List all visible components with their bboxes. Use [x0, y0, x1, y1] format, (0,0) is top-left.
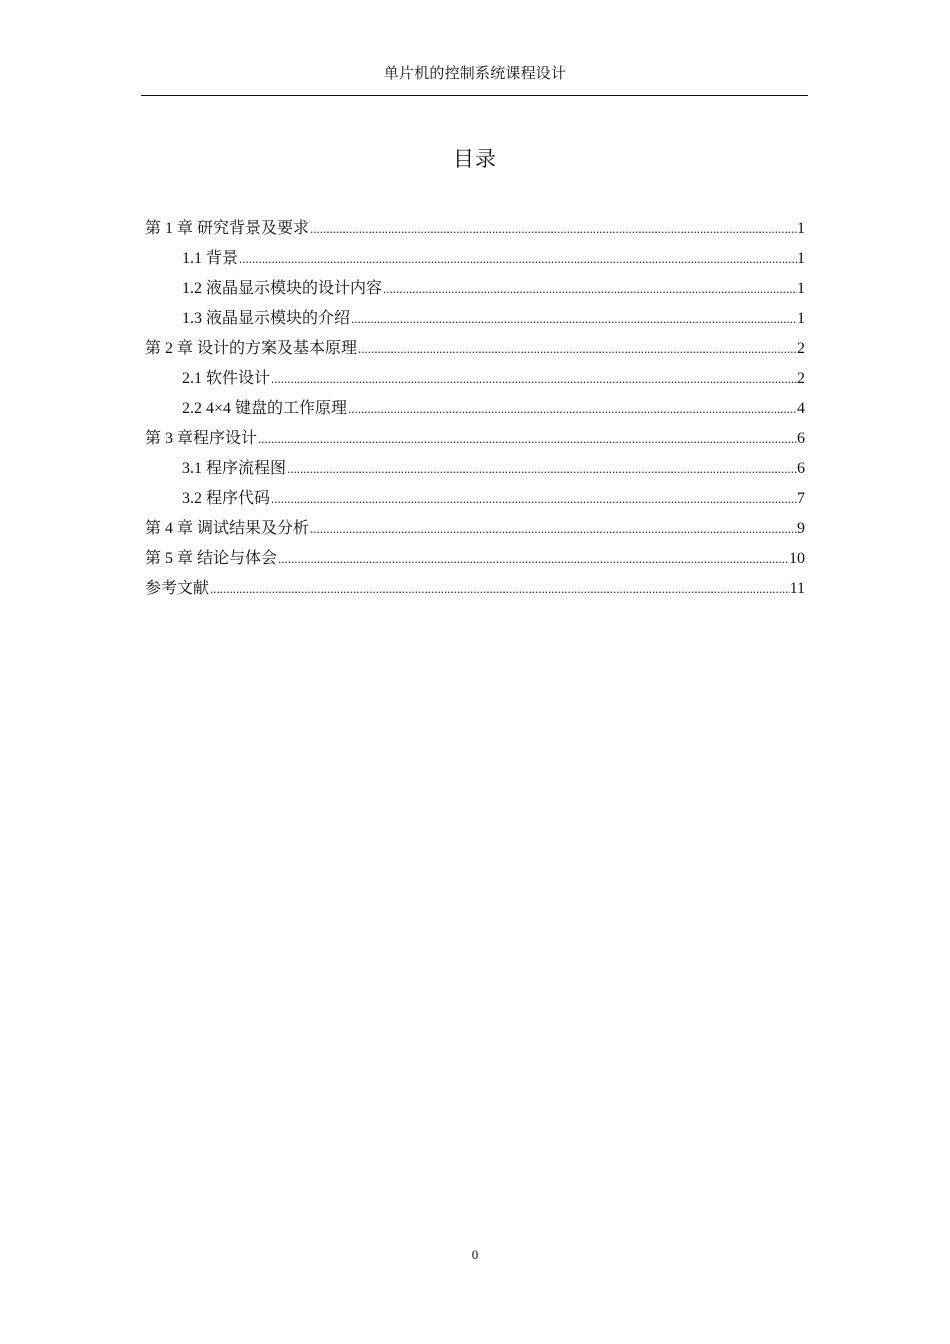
dot-leader [382, 274, 797, 304]
dot-leader [270, 484, 797, 514]
toc-entry-page: 10 [789, 550, 805, 567]
dot-leader [209, 574, 790, 604]
dot-leader [286, 454, 797, 484]
toc-entry-page: 7 [797, 490, 805, 507]
header-divider [141, 95, 808, 96]
toc-entry-page: 2 [797, 340, 805, 357]
toc-entry-chapter-2[interactable] [145, 334, 805, 364]
toc-entry-chapter-4[interactable] [145, 514, 805, 544]
toc-entry-references[interactable] [145, 574, 805, 604]
toc-entry-section-1-1[interactable] [145, 244, 805, 274]
toc-entry-label: 第 2 章 设计的方案及基本原理 [145, 340, 358, 357]
toc-entry-page: 4 [797, 400, 805, 417]
toc-entry-page: 2 [797, 370, 805, 387]
toc-entry-label: 1.2 液晶显示模块的设计内容 [182, 280, 383, 297]
dot-leader [309, 214, 797, 244]
dot-leader [347, 394, 797, 424]
toc-entry-label: 1.1 背景 [182, 250, 239, 267]
toc-entry-chapter-1[interactable] [145, 214, 805, 244]
toc-entry-section-1-2[interactable] [145, 274, 805, 304]
toc-entry-label: 第 1 章 研究背景及要求 [145, 220, 310, 237]
toc-entry-page: 1 [797, 310, 805, 327]
toc-entry-label: 3.2 程序代码 [182, 490, 271, 507]
toc-entry-chapter-3[interactable] [145, 424, 805, 454]
toc-entry-page: 1 [797, 220, 805, 237]
toc-entry-page: 6 [797, 430, 805, 447]
toc-entry-page: 9 [797, 520, 805, 537]
dot-leader [357, 334, 797, 364]
toc-entry-label: 第 5 章 结论与体会 [145, 550, 278, 567]
toc-entry-page: 1 [797, 250, 805, 267]
toc-entry-label: 1.3 液晶显示模块的介绍 [182, 310, 351, 327]
dot-leader [238, 244, 797, 274]
toc-entry-section-2-1[interactable] [145, 364, 805, 394]
dot-leader [350, 304, 797, 334]
toc-entry-page: 11 [789, 580, 805, 597]
page-number: 0 [471, 1247, 479, 1262]
toc-entry-label: 第 4 章 调试结果及分析 [145, 520, 310, 537]
toc-entry-label: 参考文献 [145, 580, 210, 597]
toc-entry-section-3-1[interactable] [145, 454, 805, 484]
toc-entry-section-3-2[interactable] [145, 484, 805, 514]
toc-entry-section-1-3[interactable] [145, 304, 805, 334]
toc-title: 目录 [453, 147, 497, 171]
toc-entry-section-2-2[interactable] [145, 394, 805, 424]
toc-entry-label: 3.1 程序流程图 [182, 460, 287, 477]
dot-leader [309, 514, 797, 544]
toc-entry-page: 1 [797, 280, 805, 297]
toc-entry-label: 第 3 章程序设计 [145, 430, 258, 447]
toc-entry-page: 6 [797, 460, 805, 477]
table-of-contents [145, 214, 805, 604]
toc-entry-label: 2.1 软件设计 [182, 370, 271, 387]
dot-leader [257, 424, 797, 454]
toc-entry-label: 2.2 4×4 键盘的工作原理 [182, 400, 348, 417]
toc-entry-chapter-5[interactable] [145, 544, 805, 574]
dot-leader [270, 364, 797, 394]
running-header: 单片机的控制系统课程设计 [383, 66, 567, 82]
dot-leader [277, 544, 789, 574]
